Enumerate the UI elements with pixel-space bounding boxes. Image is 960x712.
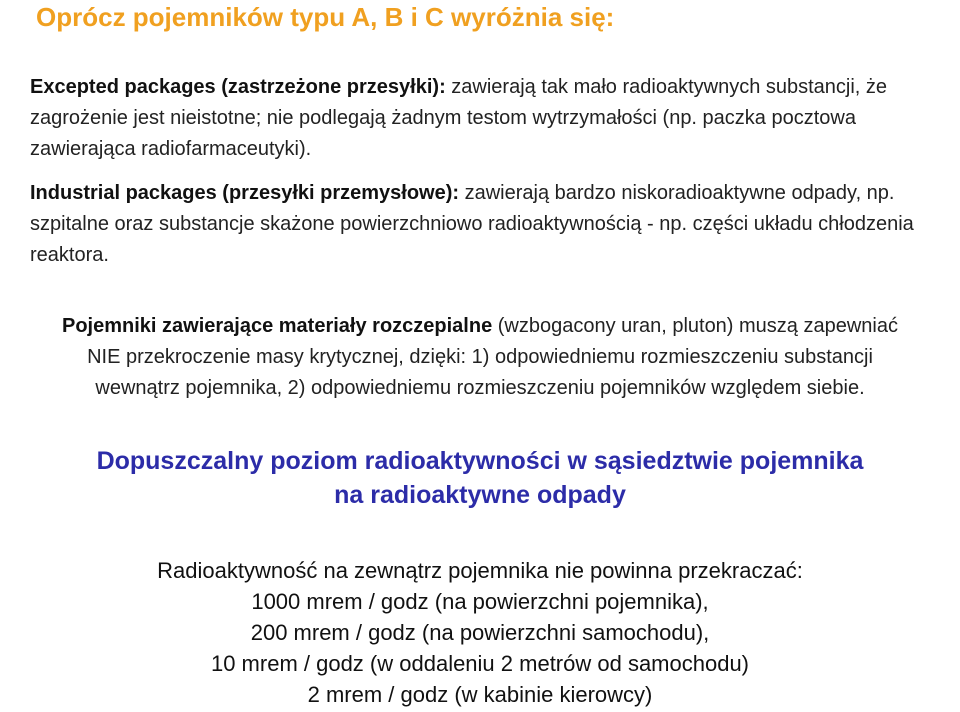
limit-item: 1000 mrem / godz (na powierzchni pojemnika), [251, 589, 709, 614]
fissile-line-3: wewnątrz pojemnika, 2) odpowiedniemu rozmieszczeniu pojemników względem siebie. [95, 377, 865, 399]
fissile-materials-paragraph [0, 311, 960, 404]
fissile-line-1 [0, 311, 960, 342]
industrial-packages-paragraph [30, 178, 930, 271]
radiation-limit-heading [0, 444, 960, 512]
excepted-packages-term: Excepted packages (zastrzeżone przesyłki): [30, 76, 446, 98]
limit-item: 10 mrem / godz (w oddaleniu 2 metrów od samochodu) [210, 651, 750, 676]
industrial-packages-description: zawierają bardzo niskoradioaktywne odpady, np. szpitalne oraz substancje skażone powierzchniowo radioaktywnością - np. części układu chłodzenia reaktora. [30, 182, 914, 266]
excepted-packages-paragraph [30, 72, 930, 165]
radiation-limit-heading-line-1: Dopuszczalny poziom radioaktywności w sąsiedztwie pojemnika [96, 447, 864, 475]
fissile-line-2: NIE przekroczenie masy krytycznej, dzięki: 1) odpowiedniemu rozmieszczeniu substancji [87, 346, 873, 368]
radiation-limits-list [0, 555, 960, 710]
fissile-line-1-text: (wzbogacony uran, pluton) muszą zapewniać [492, 315, 898, 337]
page-title: Oprócz pojemników typu A, B i C wyróżnia się: [36, 2, 615, 32]
limit-item: 2 mrem / godz (w kabinie kierowcy) [307, 682, 653, 707]
fissile-materials-term: Pojemniki zawierające materiały rozczepialne [62, 315, 493, 337]
excepted-packages-description: zawierają tak mało radioaktywnych substancji, że zagrożenie jest nieistotne; nie podlegają żadnym testom wytrzymałości (np. paczka pocztowa zawierająca radiofarmaceutyki). [30, 76, 888, 160]
industrial-packages-term: Industrial packages (przesyłki przemysłowe): [30, 182, 460, 204]
radiation-limit-heading-line-2: na radioaktywne odpady [334, 481, 626, 509]
limit-item: 200 mrem / godz (na powierzchni samochodu), [250, 620, 710, 645]
limits-intro: Radioaktywność na zewnątrz pojemnika nie powinna przekraczać: [157, 558, 803, 583]
